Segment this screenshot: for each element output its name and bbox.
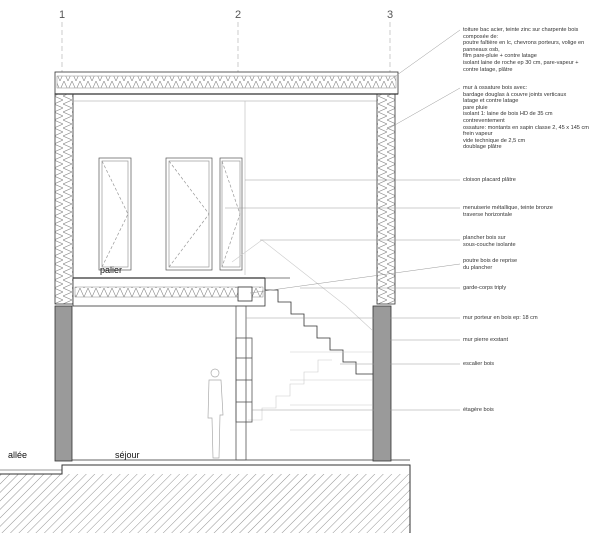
annotation-mur-pierre: mur pierre exstant	[463, 337, 509, 343]
floor-plancher	[73, 278, 265, 306]
lower-wall-right	[373, 306, 391, 461]
human-figure	[208, 369, 223, 458]
staircase-ghost	[232, 240, 372, 430]
annotation-garde-corps: garde-corps triply	[463, 285, 507, 291]
axis-label-1: 1	[58, 9, 66, 21]
annotation-roof: toiture bac acier, teinte zinc sur charpente bois composée de: poutre faîtière en lc, chevrons porteurs, volige en panneaux osb, film pare-pluie + contre latage isolant laine de roche ep 30 cm, pare-vapeur + contre latage, plâtre	[463, 27, 585, 73]
axis-label-3: 3	[386, 9, 394, 21]
shelf-etagere	[236, 306, 252, 460]
roof	[55, 72, 398, 101]
annotation-etagere: étagère bois	[463, 407, 494, 413]
grid-axes	[62, 22, 390, 72]
label-palier: palier	[100, 265, 123, 275]
lower-wall-left	[55, 306, 72, 461]
annotation-poutre: poutre bois de reprise du plancher	[463, 258, 518, 271]
annotation-mur-porteur: mur porteur en bois ep: 18 cm	[463, 315, 538, 321]
window-left	[99, 158, 131, 270]
label-sejour: séjour	[115, 450, 140, 460]
window-center	[166, 158, 212, 270]
annotation-cloison: cloison placard plâtre	[463, 177, 516, 183]
axis-label-2: 2	[234, 9, 242, 21]
ground-hatch	[0, 474, 410, 533]
staircase	[265, 278, 373, 374]
window-right	[220, 158, 242, 270]
upper-wall-right	[377, 94, 395, 304]
label-allee: allée	[8, 450, 28, 460]
annotation-plancher: plancher bois sur sous-couche isolante	[463, 235, 516, 248]
annotation-wall: mur à ossature bois avec: bardage douglas à couvre joints verticaux latage et contre latage pare pluie isolant 1: laine de bois HD de 35 cm contreventement ossature: montants en sapin classe 2, 45 x 145 cm frein vapeur vide technique de 2,5 cm doublage plâtre	[463, 85, 589, 151]
upper-wall-left	[55, 94, 73, 304]
annotation-escalier: escalier bois	[463, 361, 495, 367]
annotation-menuiserie: menuiserie métallique, teinte bronze traverse horizontale	[463, 205, 553, 218]
